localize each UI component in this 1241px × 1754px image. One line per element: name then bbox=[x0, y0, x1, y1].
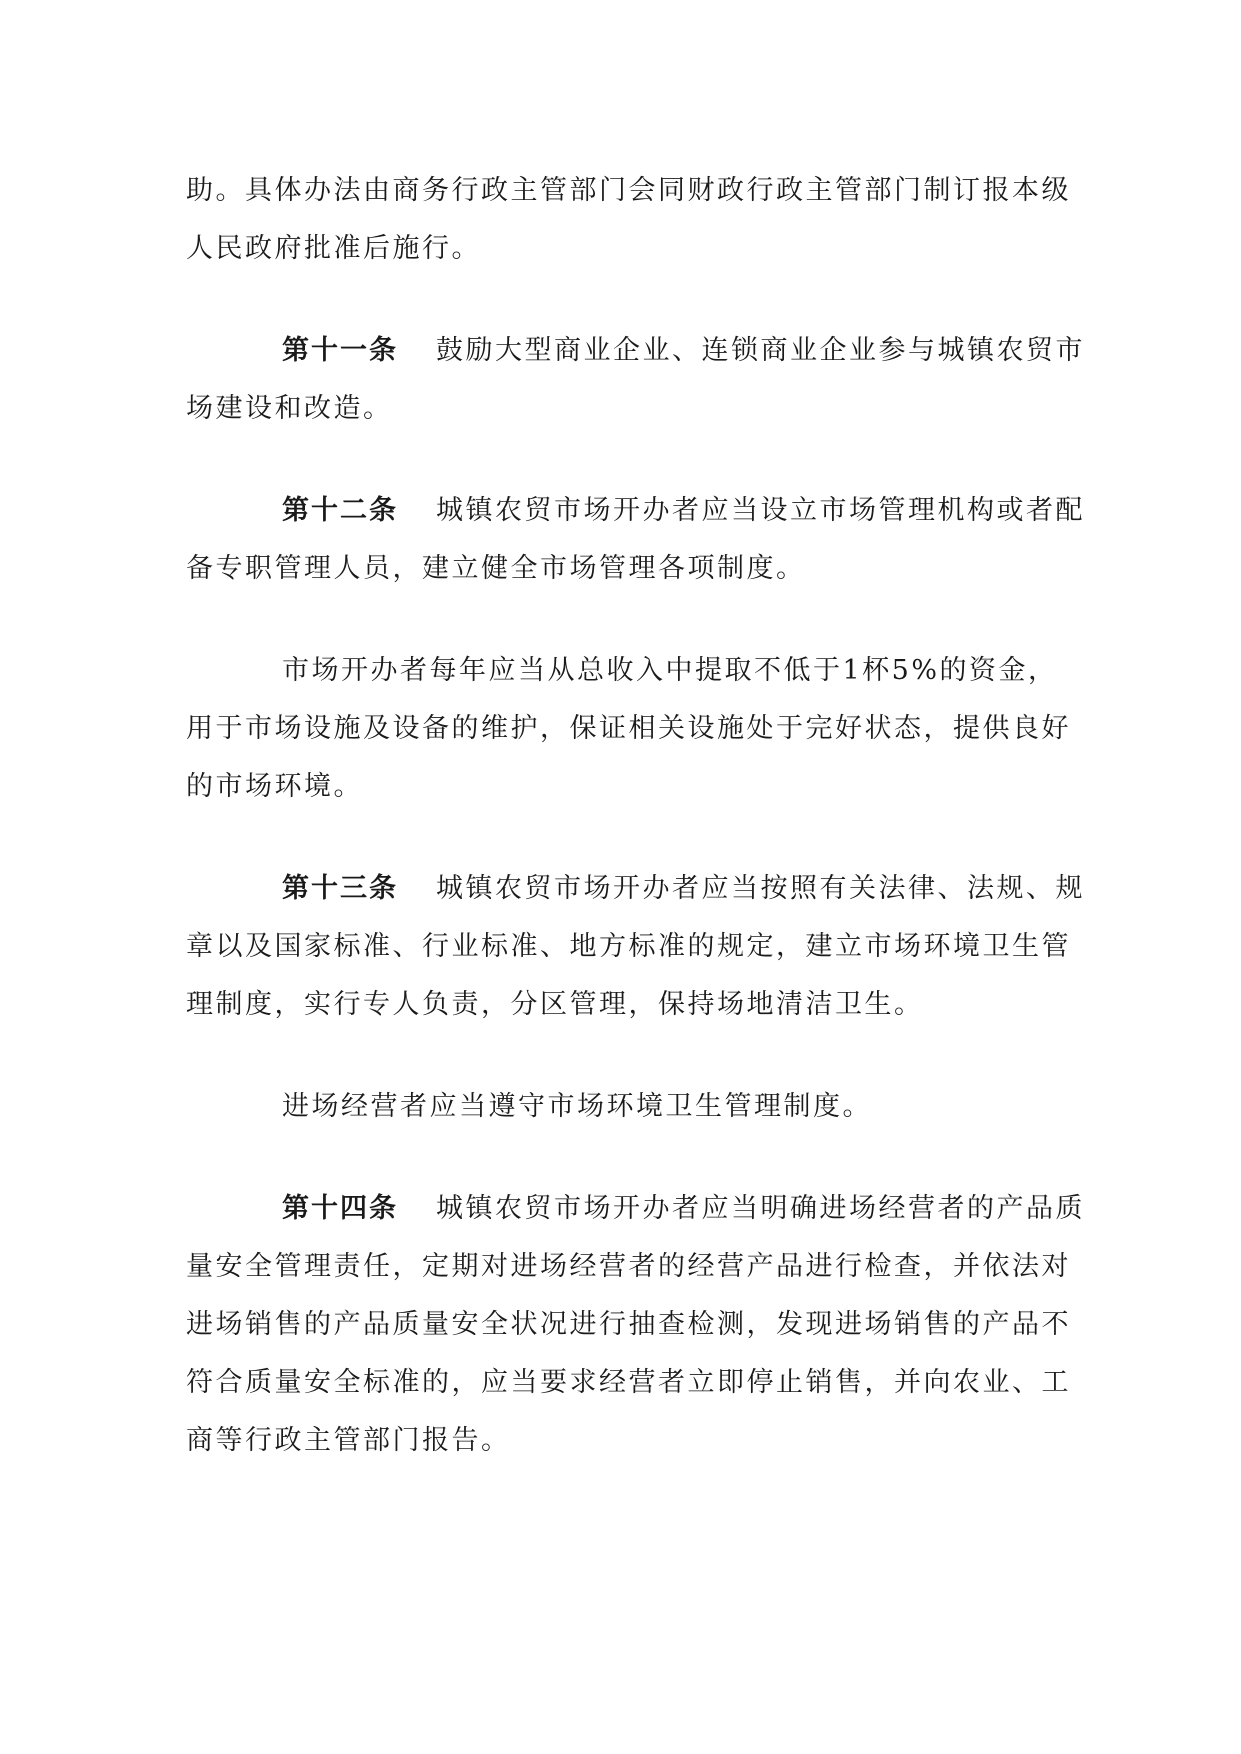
paragraph-hygiene-rules bbox=[186, 1078, 1086, 1136]
article-number: 第十二条 bbox=[282, 495, 398, 526]
paragraph-text: 助。具体办法由商务行政主管部门会同财政行政主管部门制订报本级人民政府批准后施行。 bbox=[186, 175, 1071, 264]
document-body bbox=[186, 162, 1086, 1470]
article-text: 城镇农贸市场开办者应当设立市场管理机构或者配备专职管理人员，建立健全市场管理各项制度。 bbox=[186, 495, 1085, 584]
article-13 bbox=[186, 860, 1086, 1034]
paragraph-market-funds bbox=[186, 642, 1086, 816]
article-number: 第十一条 bbox=[282, 335, 398, 366]
article-12 bbox=[186, 482, 1086, 598]
article-number: 第十三条 bbox=[282, 873, 398, 904]
article-text: 鼓励大型商业企业、连锁商业企业参与城镇农贸市场建设和改造。 bbox=[186, 335, 1085, 424]
article-11 bbox=[186, 322, 1086, 438]
article-text: 城镇农贸市场开办者应当按照有关法律、法规、规章以及国家标准、行业标准、地方标准的规定，建立市场环境卫生管理制度，实行专人负责，分区管理，保持场地清洁卫生。 bbox=[186, 873, 1085, 1020]
article-text: 城镇农贸市场开办者应当明确进场经营者的产品质量安全管理责任，定期对进场经营者的经营产品进行检查，并依法对进场销售的产品质量安全状况进行抽查检测，发现进场销售的产品不符合质量安全标准的，应当要求经营者立即停止销售，并向农业、工商等行政主管部门报告。 bbox=[186, 1193, 1085, 1456]
paragraph-text: 市场开办者每年应当从总收入中提取不低于1杯5%的资金，用于市场设施及设备的维护，保证相关设施处于完好状态，提供良好的市场环境。 bbox=[186, 655, 1071, 802]
paragraph-text: 进场经营者应当遵守市场环境卫生管理制度。 bbox=[282, 1091, 872, 1122]
article-number: 第十四条 bbox=[282, 1193, 398, 1224]
paragraph-continuation bbox=[186, 162, 1086, 278]
article-14 bbox=[186, 1180, 1086, 1470]
